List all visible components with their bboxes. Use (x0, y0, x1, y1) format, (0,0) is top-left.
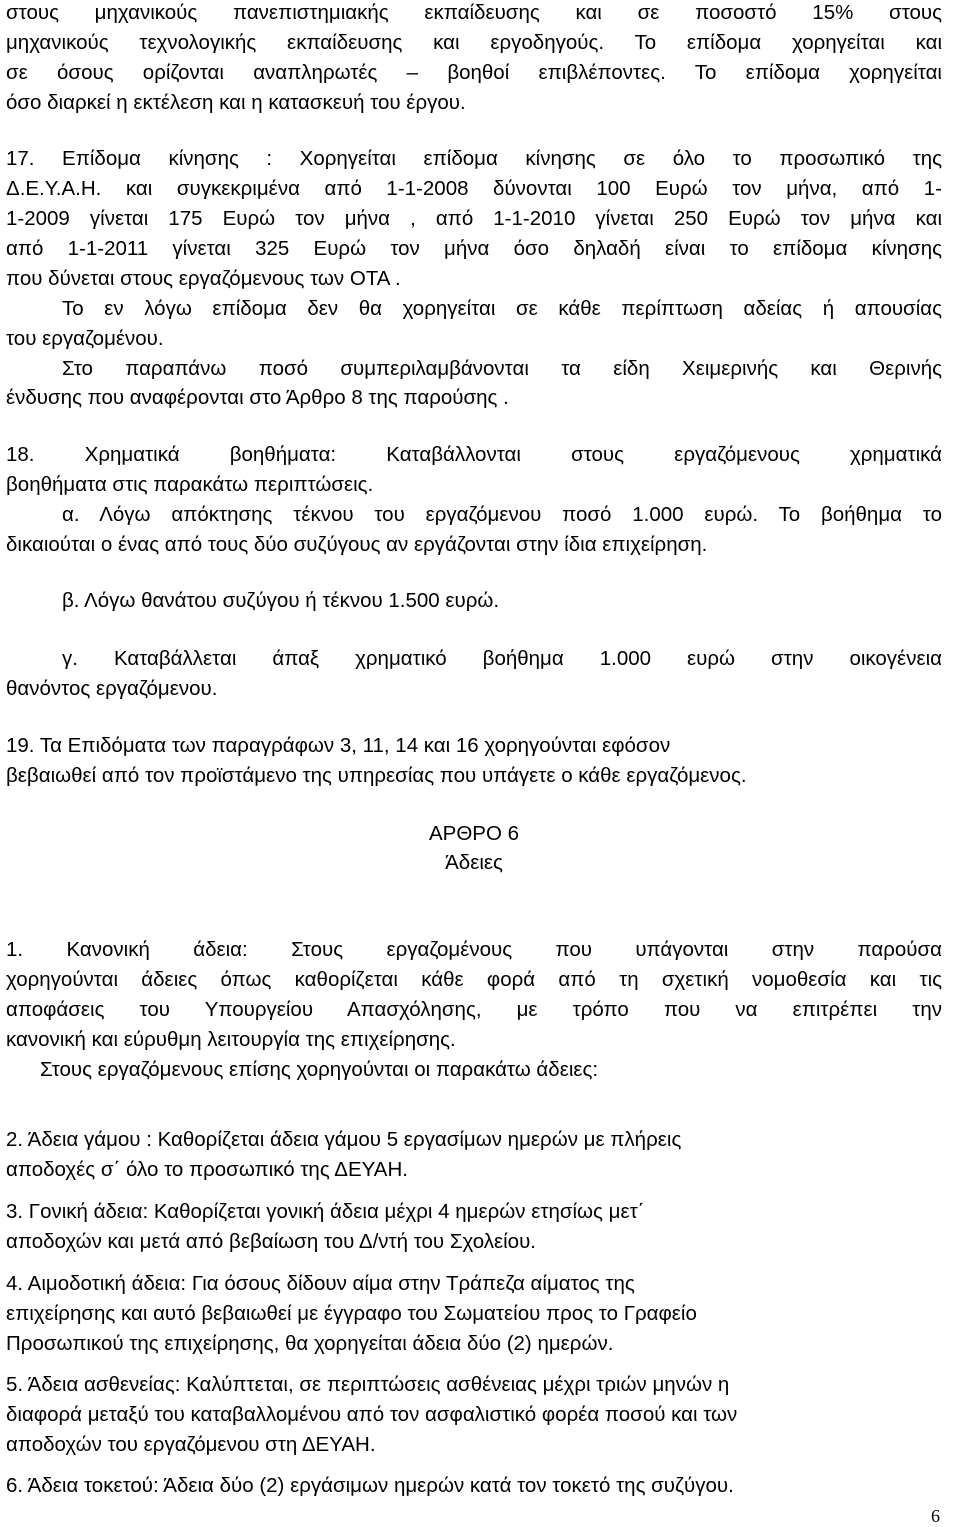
text-line: Στους εργαζόμενους επίσης χορηγούνται οι παρακάτω άδειες: (40, 1058, 599, 1081)
text-line: 4. Αιμοδοτική άδεια: Για όσους δίδουν αίμα στην Τράπεζα αίματος της (6, 1272, 635, 1295)
text-line: 1. Κανονική άδεια: Στους εργαζομένους που υπάγονται στην παρούσα (6, 938, 942, 961)
text-line: θανόντος εργαζόμενου. (6, 677, 218, 700)
text-line: ένδυσης που αναφέρονται στο Άρθρο 8 της παρούσης . (6, 386, 509, 409)
text-line: αποδοχών του εργαζόμενου στη ΔΕΥΑΗ. (6, 1433, 376, 1456)
text-line: επιχείρησης και αυτό βεβαιωθεί με έγγραφο του Σωματείου προς το Γραφείο (6, 1302, 697, 1325)
text-line: διαφορά μεταξύ του καταβαλλομένου από τον ασφαλιστικό φορέα ποσού και των (6, 1403, 738, 1426)
text-line: στους μηχανικούς πανεπιστημιακής εκπαίδευσης και σε ποσοστό 15% στους (6, 1, 942, 24)
text-line: αποφάσεις του Υπουργείου Απασχόλησης, με τρόπο που να επιτρέπει την (6, 998, 942, 1021)
text-line: αποδοχών και μετά από βεβαίωση του Δ/ντή του Σχολείου. (6, 1230, 536, 1253)
text-line: βοηθήματα στις παρακάτω περιπτώσεις. (6, 473, 374, 496)
text-line: από 1-1-2011 γίνεται 325 Ευρώ τον μήνα όσο δηλαδή είναι το επίδομα κίνησης (6, 237, 942, 260)
text-line: 6. Άδεια τοκετού: Άδεια δύο (2) εργάσιμων ημερών κατά τον τοκετό της συζύγου. (6, 1474, 734, 1497)
text-line: 5. Άδεια ασθενείας: Καλύπτεται, σε περιπτώσεις ασθένειας μέχρι τριών μηνών η (6, 1373, 730, 1396)
text-line: δικαιούται ο ένας από τους δύο συζύγους αν εργάζονται στην ίδια επιχείρηση. (6, 533, 708, 556)
text-line: κανονική και εύρυθμη λειτουργία της επιχείρησης. (6, 1028, 456, 1051)
text-line: βεβαιωθεί από τον προϊστάμενο της υπηρεσίας που υπάγετε ο κάθε εργαζόμενος. (6, 764, 747, 787)
text-line: που δύνεται στους εργαζόμενους των ΟΤΑ . (6, 267, 401, 290)
text-line: γ. Καταβάλλεται άπαξ χρηματικό βοήθημα 1.000 ευρώ στην οικογένεια (62, 647, 942, 670)
text-line: χορηγούνται άδειες όπως καθορίζεται κάθε φορά από τη σχετική νομοθεσία και τις (6, 968, 942, 991)
text-line: 19. Τα Επιδόματα των παραγράφων 3, 11, 14 και 16 χορηγούνται εφόσον (6, 734, 671, 757)
text-line: Δ.Ε.Υ.Α.Η. και συγκεκριμένα από 1-1-2008 δύνονται 100 Ευρώ τον μήνα, από 1- (6, 177, 942, 200)
text-line: όσο διαρκεί η εκτέλεση και η κατασκευή του έργου. (6, 91, 466, 114)
text-line: 17. Επίδομα κίνησης : Χορηγείται επίδομα κίνησης σε όλο το προσωπικό της (6, 147, 942, 170)
text-line: Το εν λόγω επίδομα δεν θα χορηγείται σε κάθε περίπτωση αδείας ή απουσίας (62, 297, 942, 320)
text-line: β. Λόγω θανάτου συζύγου ή τέκνου 1.500 ευρώ. (62, 589, 500, 612)
text-line: 18. Χρηματικά βοηθήματα: Καταβάλλονται στους εργαζόμενους χρηματικά (6, 443, 942, 466)
page-number: 6 (931, 1506, 940, 1526)
text-line: Στο παραπάνω ποσό συμπεριλαμβάνονται τα είδη Χειμερινής και Θερινής (62, 357, 942, 380)
text-line: 1-2009 γίνεται 175 Ευρώ τον μήνα , από 1-1-2010 γίνεται 250 Ευρώ τον μήνα και (6, 207, 942, 230)
article-heading: ΑΡΘΡΟ 6 (428, 822, 519, 845)
article-subheading: Άδειες (445, 851, 503, 874)
text-line: α. Λόγω απόκτησης τέκνου του εργαζόμενου ποσό 1.000 ευρώ. Το βοήθημα το (62, 503, 942, 526)
text-line: Προσωπικού της επιχείρησης, θα χορηγείται άδεια δύο (2) ημερών. (6, 1332, 614, 1355)
text-line: του εργαζομένου. (6, 327, 164, 350)
text-line: 2. Άδεια γάμου : Καθορίζεται άδεια γάμου 5 εργασίμων ημερών με πλήρεις (6, 1128, 682, 1151)
text-line: σε όσους ορίζονται αναπληρωτές – βοηθοί επιβλέποντες. Το επίδομα χορηγείται (6, 61, 942, 84)
text-line: μηχανικούς τεχνολογικής εκπαίδευσης και εργοδηγούς. Το επίδομα χορηγείται και (6, 31, 942, 54)
text-line: 3. Γονική άδεια: Καθορίζεται γονική άδεια μέχρι 4 ημερών ετησίως μετ΄ (6, 1200, 645, 1223)
text-line: αποδοχές σ΄ όλο το προσωπικό της ΔΕΥΑΗ. (6, 1158, 408, 1181)
